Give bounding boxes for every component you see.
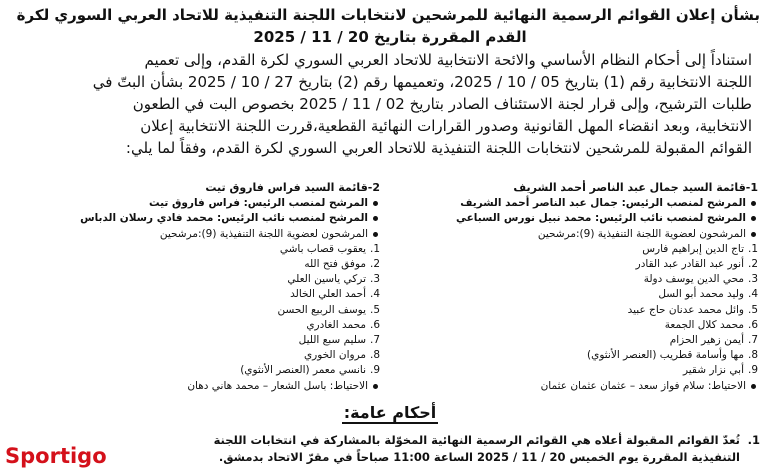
candidate-list-1 [388,180,758,394]
list-1-president: المرشح لمنصب الرئيس: جمال عبد الناصر أحمد الشريف [388,196,758,211]
list-1-members [388,242,758,379]
list-1-member: 6. محمد كلال الجمعة [664,318,758,331]
document-subject-line2: القدم المقررة بتاريخ 20 / 11 / 2025 [253,28,527,46]
general-provisions-title: أحكام عامة: [343,403,437,422]
list-1-member: 9. أبي نزار شقير [682,364,758,377]
list-2-member: 2. موفق فتح الله [304,258,380,271]
intro-line: القوائم المقبولة للمرشحين لانتخابات اللجنة التنفيذية للاتحاد العربي السوري لكرة القدم، وفقاً لما يلي: [125,139,752,157]
list-2-vice-president: المرشح لمنصب نائب الرئيس: محمد فادي رسلان الدباس [20,211,380,226]
list-1-title: 1-قائمة السيد جمال عبد الناصر أحمد الشريف [513,181,758,194]
intro-line: استناداً إلى أحكام النظام الأساسي والائحة الانتخابية للاتحاد العربي السوري لكرة القدم، وإلى تعميم [144,51,752,69]
general-provision-line: التنفيذية المقررة يوم الخميس 20 / 11 / 2025 الساعة 11:00 صباحاً في مقرّ الاتحاد بدمشق. [218,450,740,464]
list-2-president: المرشح لمنصب الرئيس: فراس فاروق تيت [20,196,380,211]
list-2-member: 5. يوسف الربيع الحسن [277,303,380,316]
general-provision-item [20,432,760,466]
intro-paragraph [26,49,752,159]
sportigo-watermark-logo: Sportigo [2,444,110,468]
list-2-member: 6. محمد الغادري [306,318,380,331]
list-1-member: 8. مها وأسامة قطريب (العنصر الأنثوي) [587,349,758,362]
general-provision-number: 1. [747,433,760,447]
list-1-member: 1. تاج الدين إبراهيم فارس [642,242,758,255]
list-2-member: 9. نانسي معمر (العنصر الأنثوي) [240,364,380,377]
list-2-members [20,242,380,379]
list-2-member: 8. مروان الخوري [303,349,380,362]
list-2-title: 2-قائمة السيد فراس فاروق تيت [205,181,380,194]
list-1-member: 3. محي الدين يوسف دولة [643,273,758,286]
list-1-member: 5. وائل محمد عدنان حاج عبيد [627,303,758,316]
candidate-list-2 [20,180,380,394]
list-2-reserve: الاحتياط: باسل الشعار – محمد هاني دهان [20,379,380,394]
list-1-reserve: الاحتياط: سلام فواز سعد – عثمان عثمان عثمان [388,379,758,394]
list-1-member: 4. وليد محمد أبو السل [658,288,758,301]
intro-line: اللجنة الانتخابية رقم (1) بتاريخ 05 / 10 / 2025، وتعميمها رقم (2) بتاريخ 27 / 10 / 2025 بشأن البتّ في [92,73,752,91]
list-2-member: 1. يعقوب قصاب باشي [279,242,380,255]
list-2-member: 4. أحمد العلي الخالد [290,288,380,301]
intro-line: طلبات الترشيح، وإلى قرار لجنة الاستئناف الصادر بتاريخ 02 / 11 / 2025 بخصوص البت في الطعون [132,95,752,113]
list-1-vice-president: المرشح لمنصب نائب الرئيس: محمد نبيل نورس السباعي [388,211,758,226]
general-provisions-heading [0,403,780,422]
list-1-members-label: المرشحون لعضوية اللجنة التنفيذية (9):مرشحين [388,227,758,242]
list-2-member: 7. سليم سبع الليل [298,334,380,347]
list-1-member: 7. أيمن زهير الحزام [669,334,758,347]
list-1-member: 2. أنور عبد القادر عبد القادر [635,258,758,271]
document-subject-line1: بشأن إعلان القوائم الرسمية النهائية للمرشحين لانتخابات اللجنة التنفيذية للاتحاد العربي السوري لكرة [16,6,760,24]
intro-line: الانتخابية، وبعد انقضاء المهل القانونية وصدور القرارات النهائية القطعية،قررت اللجنة الانتخابية إعلان [140,117,752,135]
list-2-members-label: المرشحون لعضوية اللجنة التنفيذية (9):مرشحين [20,227,380,242]
list-2-member: 3. تركي ياسين العلي [287,273,380,286]
general-provision-line: تُعدّ القوائم المقبولة أعلاه هي القوائم الرسمية النهائية المخوّلة بالمشاركة في انتخابات اللجنة [213,433,740,447]
